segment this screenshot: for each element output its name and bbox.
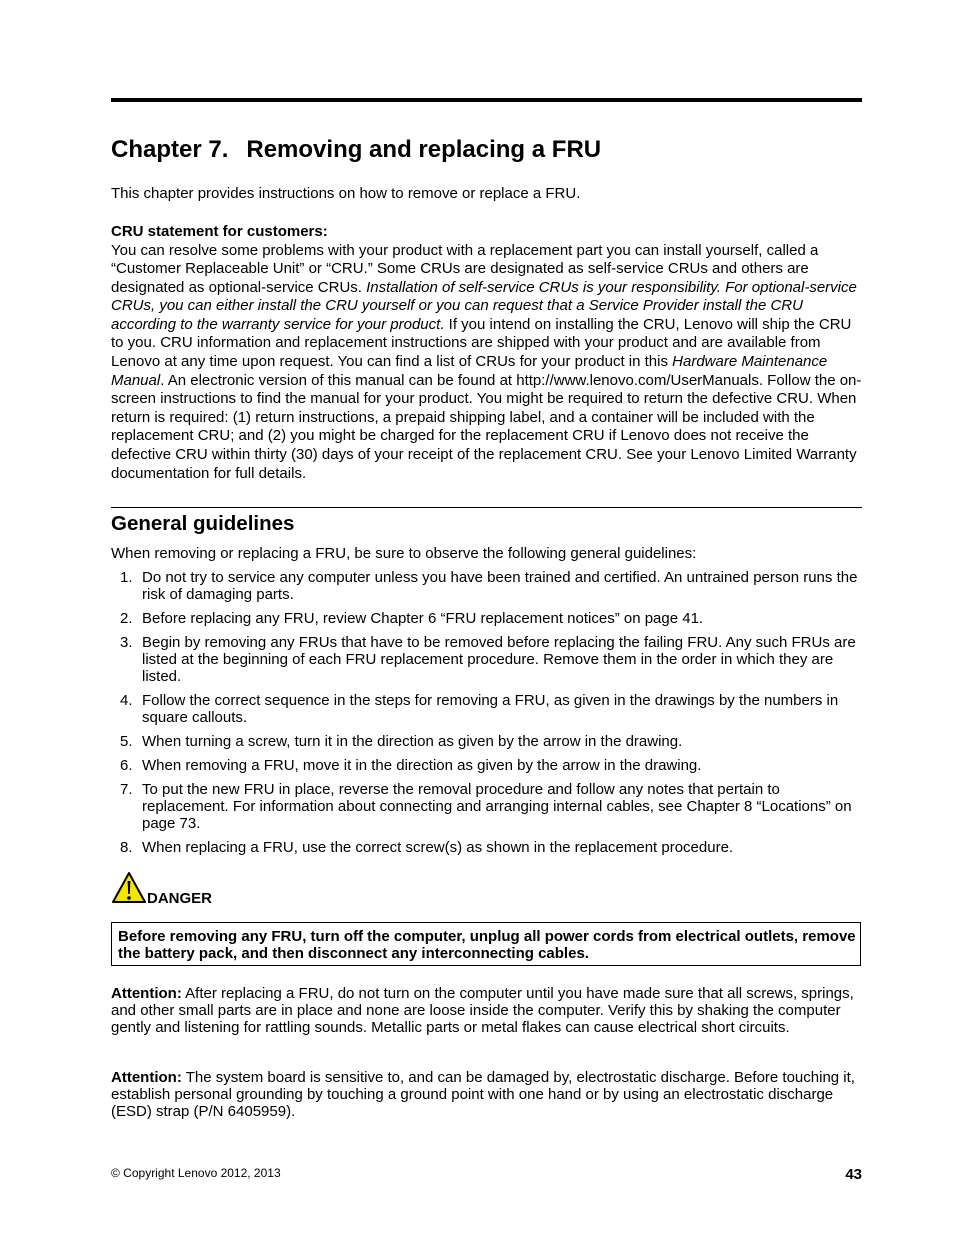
list-item-number: 6.: [120, 756, 133, 774]
attention-label: Attention:: [111, 985, 182, 1002]
attention-note-2: [111, 1069, 863, 1121]
list-item: [111, 610, 863, 627]
list-item-text: To put the new FRU in place, reverse the removal procedure and follow any notes that pertain to replacement. For information about connecting and arranging internal cables, see Chapter 8 “Locations” on page 73.: [142, 780, 852, 832]
chapter-intro: This chapter provides instructions on how to remove or replace a FRU.: [111, 185, 581, 202]
list-item: [111, 839, 863, 856]
section-title: General guidelines: [111, 512, 295, 535]
list-item: [111, 569, 863, 603]
attention-text: The system board is sensitive to, and can be damaged by, electrostatic discharge. Before touching it, establish personal grounding by touching a ground point with one hand or by using an electrostatic discharge (ESD) strap (P/N 6405959).: [111, 1069, 855, 1121]
list-item: [111, 634, 863, 686]
cru-statement: [111, 242, 863, 484]
list-item-number: 7.: [120, 780, 133, 798]
list-item-text: Follow the correct sequence in the steps for removing a FRU, as given in the drawings by the numbers in square callouts.: [142, 692, 839, 727]
list-item-number: 3.: [120, 633, 133, 651]
chapter-title: [111, 135, 601, 165]
list-item-text: Before replacing any FRU, review Chapter 6 “FRU replacement notices” on page 41.: [142, 610, 704, 627]
chapter-title-text: Removing and replacing a FRU: [246, 136, 602, 163]
list-item-text: Do not try to service any computer unless you have been trained and certified. An untrained person runs the risk of damaging parts.: [142, 569, 858, 604]
footer-copyright: © Copyright Lenovo 2012, 2013: [111, 1166, 281, 1180]
list-item-text: When removing a FRU, move it in the direction as given by the arrow in the drawing.: [142, 756, 702, 774]
list-item-number: 8.: [120, 838, 133, 856]
chapter-number: Chapter 7.: [111, 136, 229, 163]
guidelines-intro: When removing or replacing a FRU, be sure to observe the following general guidelines:: [111, 545, 697, 562]
attention-label: Attention:: [111, 1069, 182, 1086]
guidelines-list: [111, 569, 863, 863]
attention-note-1: [111, 985, 863, 1037]
cru-text-4: Hardware Maintenance Manual: [111, 353, 828, 389]
list-item-number: 4.: [120, 692, 133, 709]
cru-text-3: If you intend on installing the CRU, Lenovo will ship the CRU to you. CRU information and replacement instructions are shipped with your product and are available from Lenovo at any time upon request. You can find a list of CRUs for your product in this: [111, 315, 852, 371]
list-item: [111, 692, 863, 726]
list-item: [111, 733, 863, 750]
warning-triangle-icon: [111, 871, 147, 905]
page-number: 43: [845, 1166, 862, 1183]
list-item-number: 5.: [120, 733, 133, 750]
list-item: [111, 781, 863, 833]
cru-text-1: You can resolve some problems with your product with a replacement part you can install yourself, called a “Customer Replaceable Unit” or “CRU.” Some CRUs are designated as self-service CRUs and others are designated as optional-service CRUs.: [111, 241, 819, 296]
list-item: [111, 757, 863, 774]
list-item-number: 1.: [120, 569, 133, 586]
danger-label: DANGER: [147, 890, 213, 907]
cru-text-2: Installation of self-service CRUs is your responsibility. For optional-service CRUs, you can either install the CRU yourself or you can request that a Service Provider install the CRU according to the warranty service for your product.: [111, 278, 857, 333]
danger-box: [111, 922, 861, 966]
list-item-number: 2.: [120, 610, 133, 627]
list-item-text: Begin by removing any FRUs that have to be removed before replacing the failing FRU. Any such FRUs are listed at the beginning of each FRU replacement procedure. Remove them in the order in which they are listed.: [142, 633, 856, 686]
danger-box-text: Before removing any FRU, turn off the computer, unplug all power cords from electrical outlets, remove the battery pack, and then disconnect any interconnecting cables.: [118, 928, 856, 963]
top-rule: [111, 98, 862, 102]
cru-heading: CRU statement for customers:: [111, 223, 328, 240]
attention-text: After replacing a FRU, do not turn on the computer until you have made sure that all screws, springs, and other small parts are in place and none are loose inside the computer. Verify this by shaking the computer gently and listening for rattling sounds. Metallic parts or metal flakes can cause electrical short circuits.: [111, 985, 854, 1037]
list-item-text: When replacing a FRU, use the correct screw(s) as shown in the replacement procedure.: [142, 838, 734, 856]
section-rule: [111, 507, 862, 508]
list-item-text: When turning a screw, turn it in the direction as given by the arrow in the drawing.: [142, 733, 683, 750]
cru-text-5: . An electronic version of this manual can be found at http://www.lenovo.com/UserManuals. Follow the on-screen instructions to find the manual for your product. You might be required to return the defective CRU. When return is required: (1) return instructions, a prepaid shipping label, and a container will be included with the replacement CRU; and (2) you might be charged for the replacement CRU if Lenovo does not receive the defective CRU within thirty (30) days of your receipt of the replacement CRU. See your Lenovo Limited Warranty documentation for full details.: [111, 371, 862, 482]
